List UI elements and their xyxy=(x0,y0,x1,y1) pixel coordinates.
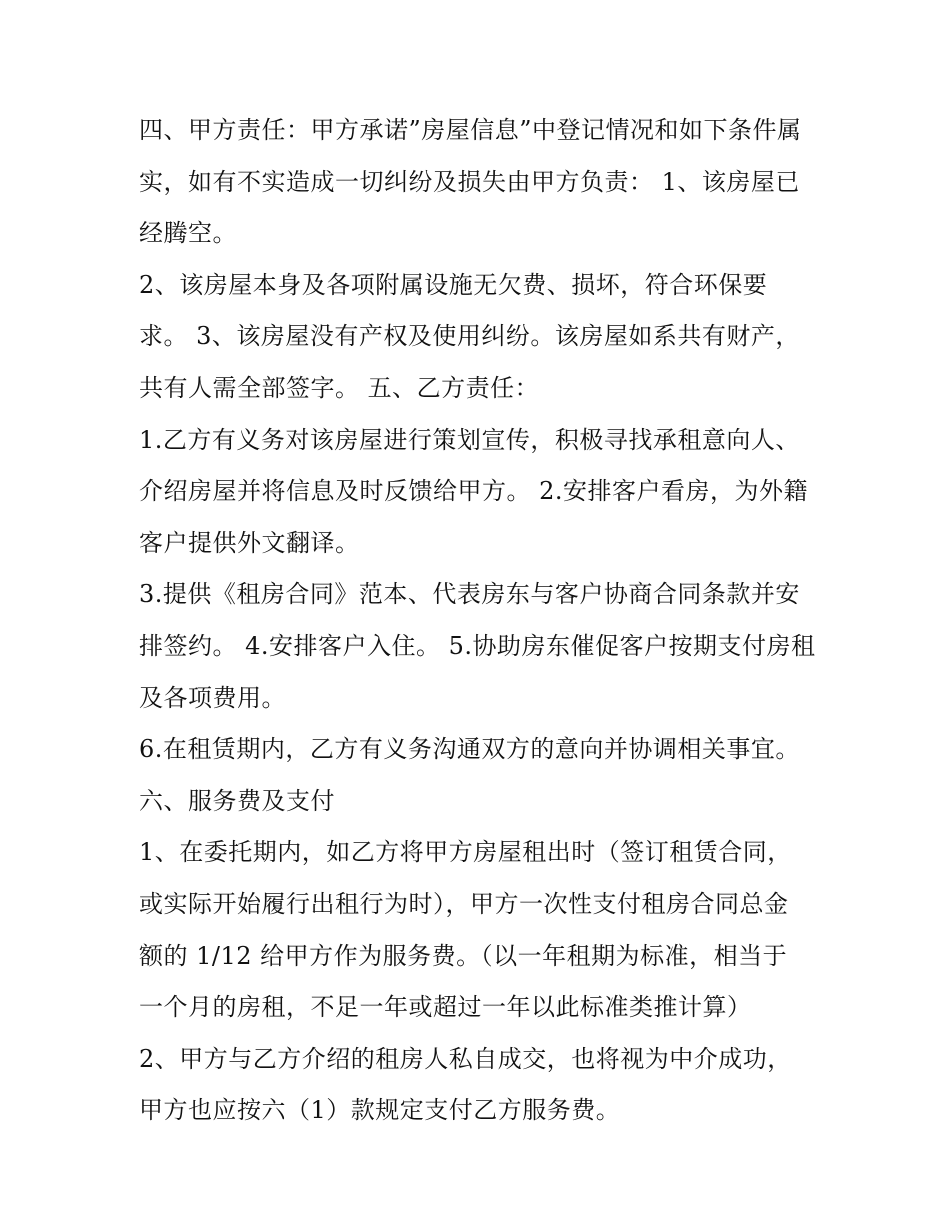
text-line: 1、在委托期内，如乙方将甲方房屋租出时（签订租赁合同， xyxy=(139,838,792,867)
text-line: 四、甲方责任：甲方承诺”房屋信息”中登记情况和如下条件属 xyxy=(139,116,802,144)
text-line: 及各项费用。 xyxy=(139,683,286,712)
text-line: 甲方也应按六（1）款规定支付乙方服务费。 xyxy=(139,1096,621,1125)
text-line: 排签约。 4.安排客户入住。 5.协助房东催促客户按期支付房租 xyxy=(139,631,816,660)
text-line: 额的 1/12 给甲方作为服务费。（以一年租期为标准，相当于 xyxy=(139,941,788,970)
text-line: 6.在租赁期内，乙方有义务沟通双方的意向并协调相关事宜。 xyxy=(139,735,800,764)
text-line: 客户提供外文翻译。 xyxy=(139,528,360,557)
text-line: 2、该房屋本身及各项附属设施无欠费、损坏，符合环保要 xyxy=(139,270,768,299)
text-line: 求。 3、该房屋没有产权及使用纠纷。该房屋如系共有财产， xyxy=(139,322,800,351)
text-line: 六、服务费及支付 xyxy=(139,786,335,815)
document-body xyxy=(139,108,829,1140)
text-line: 3.提供《租房合同》范本、代表房东与客户协商合同条款并安 xyxy=(139,580,800,609)
text-line: 1.乙方有义务对该房屋进行策划宣传，积极寻找承租意向人、 xyxy=(139,425,800,454)
text-line: 实，如有不实造成一切纠纷及损失由甲方负责： 1、该房屋已 xyxy=(139,167,800,196)
text-line: 一个月的房租，不足一年或超过一年以此标准类推计算） xyxy=(139,993,752,1022)
text-line: 共有人需全部签字。 五、乙方责任： xyxy=(139,373,540,402)
text-line: 介绍房屋并将信息及时反馈给甲方。 2.安排客户看房，为外籍 xyxy=(139,477,809,506)
text-line: 经腾空。 xyxy=(139,219,237,248)
text-line: 或实际开始履行出租行为时），甲方一次性支付租房合同总金 xyxy=(139,889,789,918)
text-line: 2、甲方与乙方介绍的租房人私自成交，也将视为中介成功， xyxy=(139,1044,792,1073)
